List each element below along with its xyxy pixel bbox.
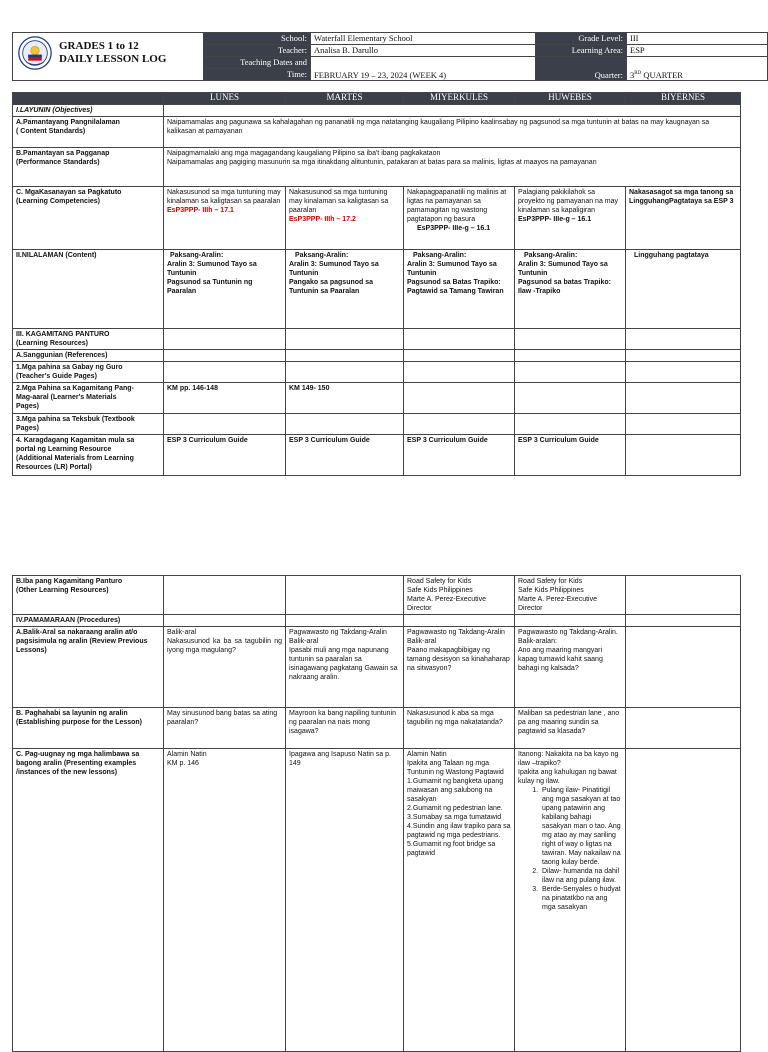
tb-blank-tue — [286, 414, 404, 435]
examples-wed-8: 5.Gumamit ng foot bridge sa pagtawid — [407, 841, 496, 857]
content-label: II.NILALAMAN (Content) — [13, 250, 164, 329]
other-blank-mon — [164, 576, 286, 615]
time-label: Time: — [204, 69, 311, 81]
tb-blank-fri — [626, 414, 741, 435]
content-standards-label-1: A.Pamantayang Pangnilalaman — [16, 119, 120, 126]
proc-blank-wed — [404, 615, 515, 627]
review-thu-1: Pagwawasto ng Takdang-Aralin. — [518, 629, 618, 636]
examples-wed-1: Alamin Natin — [407, 751, 447, 758]
competency-thu — [515, 187, 626, 250]
competency-tue — [286, 187, 404, 250]
competencies-row — [13, 187, 741, 250]
content-standards-label — [13, 117, 164, 148]
content-mon-1: Paksang-Aralin: — [170, 252, 224, 259]
review-wed-1: Pagwawasto ng Takdang-Aralin Balik-aral — [407, 629, 505, 645]
learners-materials-row — [13, 383, 741, 414]
content-wed-3: Pagsunod sa Batas Trapiko: Pagtawid sa Tamang Tawiran — [407, 279, 504, 295]
purpose-label: B. Paghahabi sa layunin ng aralin (Establishing purpose for the Lesson) — [13, 708, 164, 749]
other-thu — [515, 576, 626, 615]
content-thu — [515, 250, 626, 329]
list-item: 2. Dilaw- humanda na dahil ilaw na ang pulang ilaw. — [540, 867, 622, 885]
school-value: Waterfall Elementary School — [311, 33, 536, 45]
review-row — [13, 627, 741, 708]
teaching-dates-value: FEBRUARY 19 – 23, 2024 (WEEK 4) — [311, 57, 536, 81]
competency-fri: Nakasasagot sa mga tanong sa LingguhangPagtataya sa ESP 3 — [626, 187, 741, 250]
lm-blank-thu — [515, 383, 626, 414]
learning-area-label: Learning Area: — [536, 45, 627, 57]
other-resources-label — [13, 576, 164, 615]
competency-mon-text: Nakasusunod sa mga tuntuning may kinalaman sa kaligtasan sa paaralan — [167, 189, 281, 205]
examples-tue: Ipagawa ang Isapuso Natin sa p. 149 — [286, 749, 404, 1052]
competency-tue-code: EsP3PPP- IIIh – 17.2 — [289, 216, 356, 223]
examples-mon-2: KM p. 146 — [167, 760, 199, 767]
tg-blank-mon — [164, 362, 286, 383]
learners-materials-label-1: 2.Mga Pahina sa Kagamitang Pang- — [16, 385, 134, 392]
content-row — [13, 250, 741, 329]
examples-wed-5: 3.Sumabay sa mga tumatawid — [407, 814, 502, 821]
review-mon-2: Nakasusunod ka ba sa tagubilin ng iyong mga magulang? — [167, 638, 282, 654]
content-thu-1: Paksang-Aralin: — [524, 252, 578, 259]
performance-standards-label-2: (Performance Standards) — [16, 159, 100, 166]
competency-mon-code: EsP3PPP- IIIh – 17.1 — [167, 207, 234, 214]
performance-standards-row — [13, 148, 741, 187]
proc-blank-thu — [515, 615, 626, 627]
additional-materials-label-4: Resources (LR) Portal) — [16, 464, 92, 471]
resources-label-2: (Learning Resources) — [16, 340, 88, 347]
content-tue — [286, 250, 404, 329]
tb-blank-thu — [515, 414, 626, 435]
learning-area-value: ESP — [627, 45, 768, 57]
quarter-number: 3 — [630, 70, 635, 80]
review-mon — [164, 627, 286, 708]
other-blank-fri — [626, 576, 741, 615]
references-blank-wed — [404, 350, 515, 362]
quarter-word: QUARTER — [641, 70, 683, 80]
add-mon: ESP 3 Curriculum Guide — [164, 435, 286, 476]
review-wed — [404, 627, 515, 708]
list-item: 3. Berde-Senyales o hudyat na pinatatkbo na ang mga sasakyan — [540, 885, 622, 912]
review-thu — [515, 627, 626, 708]
other-resources-label-2: (Other Learning Resources) — [16, 587, 109, 594]
references-row — [13, 350, 741, 362]
performance-standards-label — [13, 148, 164, 187]
objectives-blank — [164, 105, 741, 117]
objectives-label: I.LAYUNIN (Objectives) — [13, 105, 164, 117]
references-blank-fri — [626, 350, 741, 362]
review-blank-fri — [626, 627, 741, 708]
quarter-label: Quarter: — [536, 57, 627, 81]
log-title-line2: DAILY LESSON LOG — [59, 53, 167, 65]
content-standards-label-2: ( Content Standards) — [16, 128, 86, 135]
other-thu-1: Road Safety for Kids — [518, 578, 583, 585]
tb-blank-wed — [404, 414, 515, 435]
proc-blank-tue — [286, 615, 404, 627]
tb-blank-mon — [164, 414, 286, 435]
competency-tue-text: Nakasusunod sa mga tuntuning may kinalaman sa kaligtasan sa paaralan — [289, 189, 389, 214]
header-title-cell — [13, 33, 204, 81]
competencies-label — [13, 187, 164, 250]
content-mon — [164, 250, 286, 329]
content-thu-2: Aralin 3: Sumunod Tayo sa Tuntunin — [518, 261, 608, 277]
procedures-row — [13, 615, 741, 627]
procedures-label: IV.PAMAMARAAN (Procedures) — [13, 615, 164, 627]
content-wed-1: Paksang-Aralin: — [413, 252, 467, 259]
teachers-guide-label — [13, 362, 164, 383]
content-thu-3: Pagsunod sa batas Trapiko: Ilaw -Trapiko — [518, 279, 611, 295]
examples-wed-7: pagtawid ng mga pedestrians. — [407, 832, 501, 839]
learners-materials-label — [13, 383, 164, 414]
additional-materials-row — [13, 435, 741, 476]
lm-mon: KM pp. 146-148 — [164, 383, 286, 414]
examples-mon-1: Alamin Natin — [167, 751, 207, 758]
examples-thu-2: Ipakita ang kahulugan ng bawat kulay ng ilaw. — [518, 769, 617, 785]
performance-standards-text — [164, 148, 741, 187]
other-blank-tue — [286, 576, 404, 615]
resources-label-1: III. KAGAMITANG PANTURO — [16, 331, 110, 338]
lm-blank-fri — [626, 383, 741, 414]
content-standards-text — [164, 117, 741, 148]
references-label: A.Sanggunian (References) — [13, 350, 164, 362]
examples-wed-6: 4.Sundin ang ilaw trapiko para sa — [407, 823, 511, 830]
examples-mon — [164, 749, 286, 1052]
references-blank-mon — [164, 350, 286, 362]
content-standards-row — [13, 117, 741, 148]
review-tue-2: Ipasabi muli ang mga napunang tuntunin sa paaralan sa isinagawang pagkatang Gawain sa nakraang aralin. — [289, 647, 398, 681]
resources-blank-thu — [515, 329, 626, 350]
content-mon-3: Pagsunod sa Tuntunin ng Paaralan — [167, 279, 253, 295]
content-wed — [404, 250, 515, 329]
add-wed: ESP 3 Curriculum Guide — [404, 435, 515, 476]
day-header-mon: LUNES — [164, 93, 286, 105]
review-thu-2: Balik-aralan: — [518, 638, 557, 645]
tg-blank-fri — [626, 362, 741, 383]
review-wed-2: Paano makapagbibigay ng tamang desisyon sa kinahaharap na sitwasyon? — [407, 647, 510, 672]
teachers-guide-row — [13, 362, 741, 383]
competency-mon — [164, 187, 286, 250]
content-tue-1: Paksang-Aralin: — [295, 252, 349, 259]
other-resources-row — [13, 576, 741, 615]
examples-thu — [515, 749, 626, 1052]
content-fri: Lingguhang pagtataya — [626, 250, 741, 329]
learners-materials-label-3: Pages) — [16, 403, 39, 410]
log-title — [59, 40, 166, 66]
examples-row — [13, 749, 741, 1052]
examples-label: C. Pag-uugnay ng mga halimbawa sa bagong aralin (Presenting examples /instances of the new lessons) — [13, 749, 164, 1052]
proc-blank-fri — [626, 615, 741, 627]
review-label: A.Balik-Aral sa nakaraang aralin at/o pagsisimula ng aralin (Review Previous Lessons) — [13, 627, 164, 708]
resources-label — [13, 329, 164, 350]
other-wed-3: Marte A. Perez-Executive Director — [407, 596, 486, 612]
textbook-label — [13, 414, 164, 435]
content-mon-2: Aralin 3: Sumunod Tayo sa Tuntunin — [167, 261, 257, 277]
lesson-table-1 — [12, 92, 741, 476]
purpose-tue: Mayroon ka bang napiling tuntunin ng paaralan na nais mong isagawa? — [286, 708, 404, 749]
tg-blank-wed — [404, 362, 515, 383]
teaching-dates-label — [204, 57, 311, 69]
additional-materials-label-1: 4. Karagdagang Kagamitan mula sa — [16, 437, 135, 444]
additional-materials-label — [13, 435, 164, 476]
list-item: 1. Pulang ilaw- Pinatitigil ang mga sasakyan at tao upang patawirin ang kabilang bahagi sasakyan man o tao. Ang mg atao ay may sariling right of way o ligtas na tawiran. May nakailaw na taong kulay berde. — [540, 786, 622, 867]
resources-blank-mon — [164, 329, 286, 350]
teacher-label: Teacher: — [204, 45, 311, 57]
review-thu-3: Ano ang maaring mangyari kapag tumawid kahit saang bahagi ng kalsada? — [518, 647, 603, 672]
purpose-blank-fri — [626, 708, 741, 749]
traffic-light-list — [518, 786, 622, 912]
day-header-blank — [13, 93, 164, 105]
header-table — [12, 32, 768, 81]
other-thu-3: Marte A. Perez-Executive Director — [518, 596, 597, 612]
references-blank-thu — [515, 350, 626, 362]
quarter-value — [627, 57, 768, 81]
performance-standards-text-2: Naipamamalas ang pagiging masunurin sa mga itinakdang alituntunin, patakaran at batas para sa malinis, ligtas at maayos na pamayanan — [167, 159, 597, 166]
content-tue-3: Pangako sa pagsunod sa Tuntunin sa Paaralan — [289, 279, 374, 295]
day-header-wed: MIYERKULES — [404, 93, 515, 105]
other-thu-2: Safe Kids Philippines — [518, 587, 584, 594]
content-wed-2: Aralin 3: Sumunod Tayo sa Tuntunin — [407, 261, 497, 277]
tg-blank-tue — [286, 362, 404, 383]
competency-thu-code: EsP3PPP- IIIe-g – 16.1 — [518, 216, 592, 223]
other-wed — [404, 576, 515, 615]
examples-wed-2: Ipakita ang Talaan ng mga Tuntunin ng Wastong Pagtawid — [407, 760, 504, 776]
textbook-label-2: Pages) — [16, 425, 39, 432]
teacher-value: Analisa B. Darullo — [311, 45, 536, 57]
other-wed-1: Road Safety for Kids — [407, 578, 472, 585]
examples-wed-4: 2.Gumamit ng pedestrian lane. — [407, 805, 503, 812]
textbook-row — [13, 414, 741, 435]
content-standards-text-2: kalikasan at pamayanan — [167, 128, 243, 135]
school-label: School: — [204, 33, 311, 45]
other-wed-2: Safe Kids Philippines — [407, 587, 473, 594]
review-mon-1: Balik-aral — [167, 629, 197, 636]
lm-blank-wed — [404, 383, 515, 414]
purpose-mon: May sinusunod bang batas sa ating paaralan? — [164, 708, 286, 749]
performance-standards-label-1: B.Pamantayan sa Pagganap — [16, 150, 110, 157]
add-thu: ESP 3 Curriculum Guide — [515, 435, 626, 476]
examples-wed — [404, 749, 515, 1052]
grade-level-label: Grade Level: — [536, 33, 627, 45]
resources-blank-wed — [404, 329, 515, 350]
teachers-guide-label-1: 1.Mga pahina sa Gabay ng Guro — [16, 364, 123, 371]
purpose-wed: Nakasusunod k aba sa mga tagubilin ng mga nakatatanda? — [404, 708, 515, 749]
competency-wed-code: EsP3PPP- IIIe-g – 16.1 — [417, 225, 491, 232]
resources-blank-tue — [286, 329, 404, 350]
teachers-guide-label-2: (Teacher's Guide Pages) — [16, 373, 97, 380]
content-standards-text-1: Naipamamalas ang pagunawa sa kahalagahan ng pananatili ng mga natatanging kaugaliang Pilipino kaalinsabay ng pagsunod sa mga tuntunin at batas na may kaugnayan sa — [167, 119, 710, 126]
content-tue-2: Aralin 3: Sumunod Tayo sa Tuntunin — [289, 261, 379, 277]
proc-blank-mon — [164, 615, 286, 627]
purpose-row — [13, 708, 741, 749]
references-blank-tue — [286, 350, 404, 362]
add-blank-fri — [626, 435, 741, 476]
lesson-table-2 — [12, 575, 741, 1052]
purpose-thu: Maliban sa pedestrian lane , ano pa ang maaring sundin sa pagtawid sa klasada? — [515, 708, 626, 749]
performance-standards-text-1: Naipagmamalaki ang mga magagandang kaugaliang Pilipino sa iba't ibang pagkakataon — [167, 150, 441, 157]
review-tue — [286, 627, 404, 708]
add-tue: ESP 3 Curriculum Guide — [286, 435, 404, 476]
competency-wed-text: Nakapagpapanatili ng malinis at ligtas na pamayanan sa pamamagitan ng wastong pagtatapon ng basura — [407, 189, 507, 223]
examples-blank-fri — [626, 749, 741, 1052]
quarter-suffix: RD — [634, 71, 642, 77]
day-header-thu: HUWEBES — [515, 93, 626, 105]
day-header-fri: BIYERNES — [626, 93, 741, 105]
competency-thu-text: Palagiang pakikilahok sa proyekto ng pamayanan na may kinalaman sa kapaligiran — [518, 189, 619, 214]
lm-tue: KM 149- 150 — [286, 383, 404, 414]
examples-thu-1: Itanong: Nakakita na ba kayo ng ilaw –trapiko? — [518, 751, 619, 767]
resources-blank-fri — [626, 329, 741, 350]
competencies-label-2: (Learning Competencies) — [16, 198, 101, 205]
tg-blank-thu — [515, 362, 626, 383]
learners-materials-label-2: Mag-aaral (Learner's Materials — [16, 394, 117, 401]
objectives-row — [13, 105, 741, 117]
examples-wed-3: 1.Gumamit ng bangketa upang maiwasan ang salubong na sasakyan — [407, 778, 504, 803]
textbook-label-1: 3.Mga pahina sa Teksbuk (Textbook — [16, 416, 135, 423]
day-header-row — [13, 93, 741, 105]
grade-level-value: III — [627, 33, 768, 45]
other-resources-label-1: B.Iba pang Kagamitang Panturo — [16, 578, 123, 585]
day-header-tue: MARTES — [286, 93, 404, 105]
log-title-line1: GRADES 1 to 12 — [59, 40, 139, 52]
competency-wed — [404, 187, 515, 250]
teaching-dates-label-1: Teaching Dates and — [240, 57, 307, 67]
additional-materials-label-2: portal ng Learning Resource — [16, 446, 112, 453]
review-tue-1: Pagwawasto ng Takdang-Aralin Balik-aral — [289, 629, 387, 645]
resources-row — [13, 329, 741, 350]
deped-seal-icon — [18, 36, 52, 70]
additional-materials-label-3: (Additional Materials from Learning — [16, 455, 134, 462]
competencies-label-1: C. MgaKasanayan sa Pagkatuto — [16, 189, 122, 196]
